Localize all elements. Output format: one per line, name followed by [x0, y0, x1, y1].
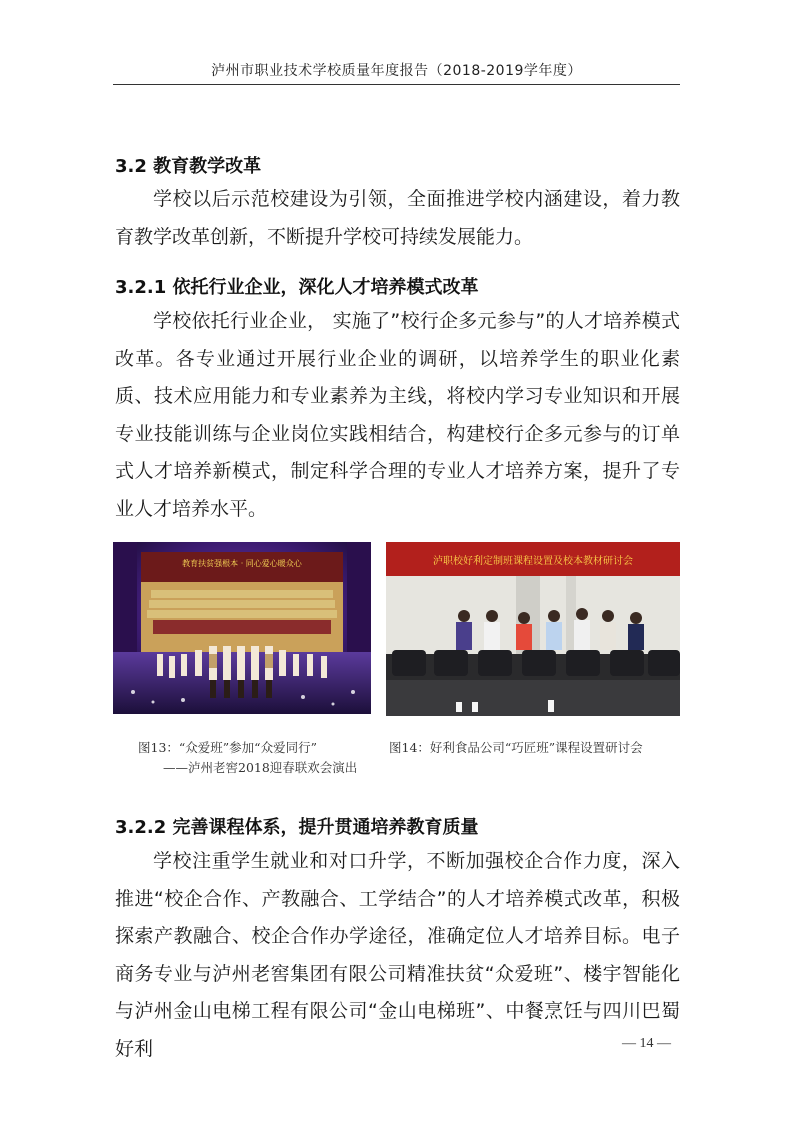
section-3-2-paragraph: 学校以后示范校建设为引领，全面推进学校内涵建设，着力教育教学改革创新，不断提升学校可持续发展能力。 — [115, 188, 680, 248]
section-3-2-1-paragraph: 学校依托行业企业， 实施了”校行企多元参与”的人才培养模式改革。各专业通过开展行业企业的调研，以培养学生的职业化素质、技术应用能力和专业素养为主线，将校内学习专业知识和开展专业技能训练与企业岗位实践相结合，构建校行企多元参与的订单式人才培养新模式，制定科学合理的专业人才培养方案，提升了专业人才培养水平。 — [115, 310, 680, 520]
fig14-banner-text: 泸职校好利定制班课程设置及校本教材研讨会 — [433, 556, 633, 567]
section-heading-3-2: 3.2 教育教学改革 — [115, 156, 262, 177]
figure-14-photo — [386, 542, 680, 716]
figure-13-caption-line1: 图13：“众爱班”参加“众爱同行” — [138, 740, 317, 755]
section-heading-3-2-1: 3.2.1 依托行业企业，深化人才培养模式改革 — [115, 277, 479, 298]
page-header-title: 泸州市职业技术学校质量年度报告（2018-2019学年度） — [211, 63, 582, 79]
header-divider — [113, 84, 680, 85]
page-number: — 14 — — [622, 1036, 671, 1051]
fig13-screen-text: 教育扶贫强根本 · 同心爱心暖众心 — [182, 559, 302, 568]
section-heading-3-2-2: 3.2.2 完善课程体系，提升贯通培养教育质量 — [115, 817, 479, 838]
figure-14-caption: 图14：好利食品公司“巧匠班”课程设置研讨会 — [389, 740, 643, 755]
figure-13-photo — [113, 542, 371, 714]
figure-13-caption-line2: ——泸州老窖2018迎春联欢会演出 — [163, 760, 358, 775]
section-3-2-2-paragraph: 学校注重学生就业和对口升学，不断加强校企合作力度，深入推进“校企合作、产教融合、工学结合”的人才培养模式改革，积极探索产教融合、校企合作办学途径，准确定位人才培养目标。电子商务专业与泸州老窖集团有限公司精准扶贫“众爱班”、楼宇智能化与泸州金山电梯工程有限公司“金山电梯班”、中餐烹饪与四川巴蜀好利 — [115, 850, 680, 1060]
